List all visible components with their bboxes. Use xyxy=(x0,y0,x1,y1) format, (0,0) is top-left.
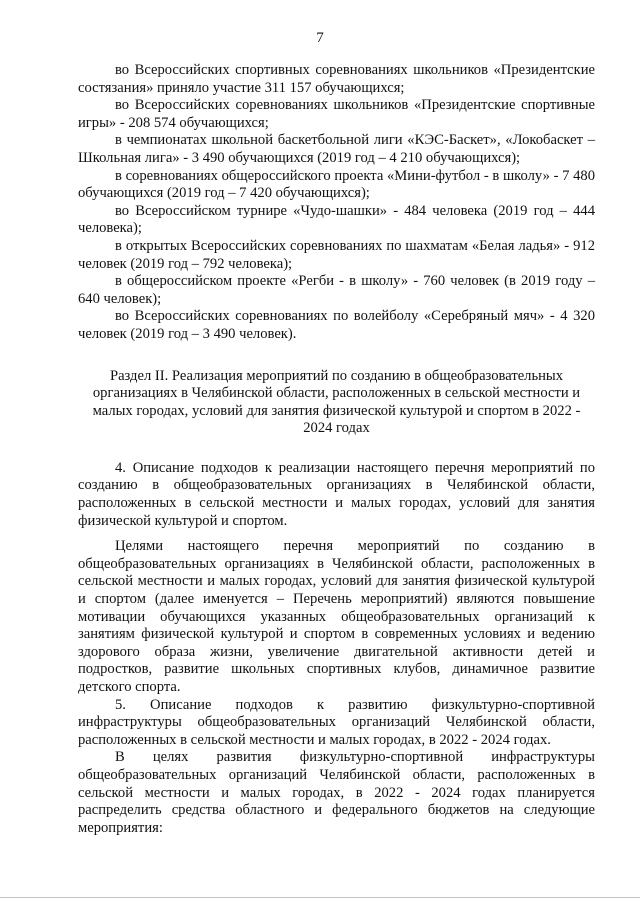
section-heading: Раздел II. Реализация мероприятий по созданию в общеобразовательных организациях в Челябинской области, расположенных в сельской местности и малых городах, условий для занятия физической культурой и спортом в 2022 - 2024 годах xyxy=(92,367,581,437)
list-item: в чемпионатах школьной баскетбольной лиги «КЭС-Баскет», «Локобаскет – Школьная лига» - 3 490 обучающихся (2019 год – 4 210 обучающихся); xyxy=(78,132,595,166)
document-body xyxy=(78,62,595,837)
paragraph: 5. Описание подходов к развитию физкультурно-спортивной инфраструктуры общеобразовательных организаций Челябинской области, расположенных в сельской местности и малых городах, в 2022 - 2024 годах. xyxy=(78,696,595,748)
sports-results-list xyxy=(78,62,595,344)
list-item: в соревнованиях общероссийского проекта «Мини-футбол - в школу» - 7 480 обучающихся (2019 год – 7 420 обучающихся); xyxy=(78,167,595,202)
scan-edge-divider xyxy=(0,897,640,898)
list-item: в общероссийском проекте «Регби - в школу» - 760 человек (в 2019 году – 640 человек); xyxy=(78,273,595,307)
list-item: в открытых Всероссийских соревнованиях по шахматам «Белая ладья» - 912 человек (2019 год – 792 человека); xyxy=(78,237,595,272)
paragraph: 4. Описание подходов к реализации настоящего перечня мероприятий по созданию в общеобразовательных организациях в Челябинской области, расположенных в сельской местности и малых городах, условий для занятия физической культурой и спортом. xyxy=(78,459,595,529)
list-item: во Всероссийских спортивных соревнованиях школьников «Президентские состязания» приняло участие 311 157 обучающихся; xyxy=(78,62,595,96)
list-item: во Всероссийских соревнованиях школьников «Президентские спортивные игры» - 208 574 обучающихся; xyxy=(78,97,595,131)
paragraph: Целями настоящего перечня мероприятий по созданию в общеобразовательных организациях в Челябинской области, расположенных в сельской местности и малых городах, условий для занятия физической культурой и спортом (далее именуется – Перечень мероприятий) являются повышение мотивации обучающихся указанных общеобразовательных организаций к занятиям физической культурой и спортом в современных условиях и ведению здорового образа жизни, увеличение двигательной активности детей и подростков, развитие школьных спортивных клубов, динамичное развитие детского спорта. xyxy=(78,538,595,695)
paragraph: В целях развития физкультурно-спортивной инфраструктуры общеобразовательных организаций Челябинской области, расположенных в сельской местности и малых городах, в 2022 - 2024 годах планируется распределить средства областного и федерального бюджетов на следующие мероприятия: xyxy=(78,749,595,836)
list-item: во Всероссийском турнире «Чудо-шашки» - 484 человека (2019 год – 444 человека); xyxy=(78,202,595,237)
list-item: во Всероссийских соревнованиях по волейболу «Серебряный мяч» - 4 320 человек (2019 год – 3 490 человек). xyxy=(78,308,595,342)
page-number: 7 xyxy=(316,30,324,46)
